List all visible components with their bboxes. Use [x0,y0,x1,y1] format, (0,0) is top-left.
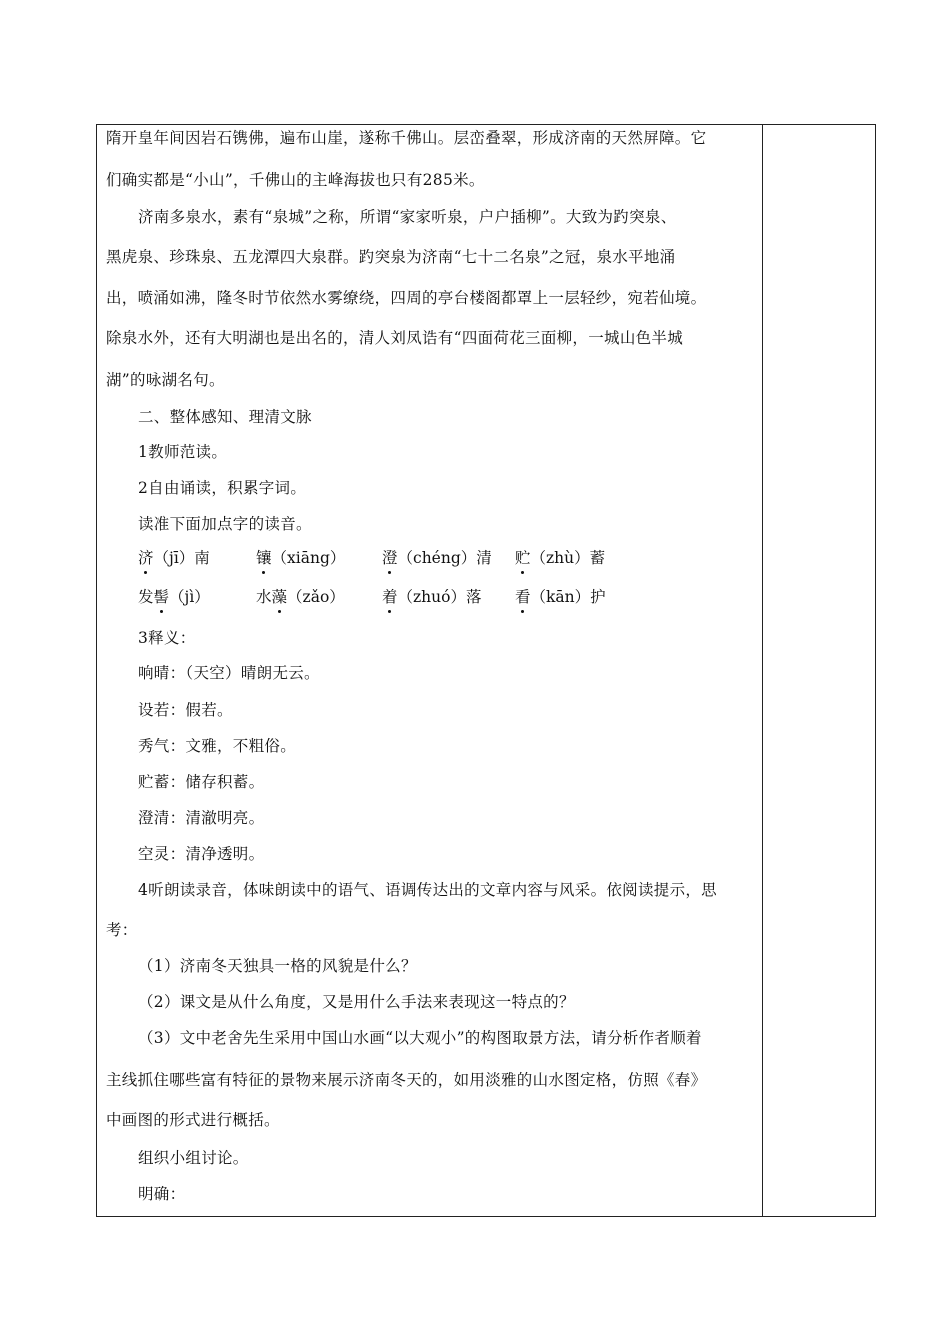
pinyin-item: 济（jī）南 [138,549,210,567]
text-line: 考： [106,921,138,939]
text-line: 出，喷涌如沸，隆冬时节依然水雾缭绕，四周的亭台楼阁都罩上一层轻纱，宛若仙境。 [106,289,707,307]
text-line: 3释义： [138,629,196,647]
section-heading: 二、整体感知、理清文脉 [138,408,312,426]
text-line: 2自由诵读，积累字词。 [138,479,307,497]
text-line: 4听朗读录音，体味朗读中的语气、语调传达出的文章内容与风采。依阅读提示，思 [138,881,717,899]
definition-line: 澄清：清澈明亮。 [138,809,265,827]
text-line: 读准下面加点字的读音。 [138,515,312,533]
question-line: （2）课文是从什么角度，又是用什么手法来表现这一特点的？ [138,993,575,1011]
pinyin-item: 澄（chéng）清 [382,549,492,567]
question-line: （1）济南冬天独具一格的风貌是什么？ [138,957,417,975]
pinyin-item: 发髻（jì） [138,588,210,606]
pinyin-item: 着（zhuó）落 [382,588,482,606]
text-line: 黑虎泉、珍珠泉、五龙潭四大泉群。趵突泉为济南“七十二名泉”之冠，泉水平地涌 [106,248,676,266]
column-divider [762,125,763,1216]
definition-line: 空灵：清净透明。 [138,845,265,863]
text-line: 中画图的形式进行概括。 [106,1111,280,1129]
text-line: 除泉水外，还有大明湖也是出名的，清人刘凤诰有“四面荷花三面柳，一城山色半城 [106,329,684,347]
pinyin-item: 贮（zhù）蓄 [515,549,606,567]
text-line: 济南多泉水，素有“泉城”之称，所谓“家家听泉，户户插柳”。大致为趵突泉、 [138,208,677,226]
pinyin-item: 看（kān）护 [515,588,606,606]
text-line: 1教师范读。 [138,443,228,461]
pinyin-item: 水藻（zǎo） [256,588,345,606]
definition-line: 响晴：（天空）晴朗无云。 [138,664,320,682]
definition-line: 贮蓄：储存积蓄。 [138,773,265,791]
pinyin-item: 镶（xiāng） [256,549,346,567]
text-line: 主线抓住哪些富有特征的景物来展示济南冬天的，如用淡雅的山水图定格，仿照《春》 [106,1071,707,1089]
text-line: 组织小组讨论。 [138,1149,249,1167]
text-line: 明确： [138,1185,186,1203]
text-line: 们确实都是“小山”，千佛山的主峰海拔也只有285米。 [106,171,485,189]
definition-line: 秀气：文雅，不粗俗。 [138,737,297,755]
text-line: 隋开皇年间因岩石镌佛，遍布山崖，遂称千佛山。层峦叠翠，形成济南的天然屏障。它 [106,129,707,147]
text-line: 湖”的咏湖名句。 [106,371,225,389]
question-line: （3）文中老舍先生采用中国山水画“以大观小”的构图取景方法，请分析作者顺着 [138,1029,702,1047]
definition-line: 设若：假若。 [138,701,233,719]
